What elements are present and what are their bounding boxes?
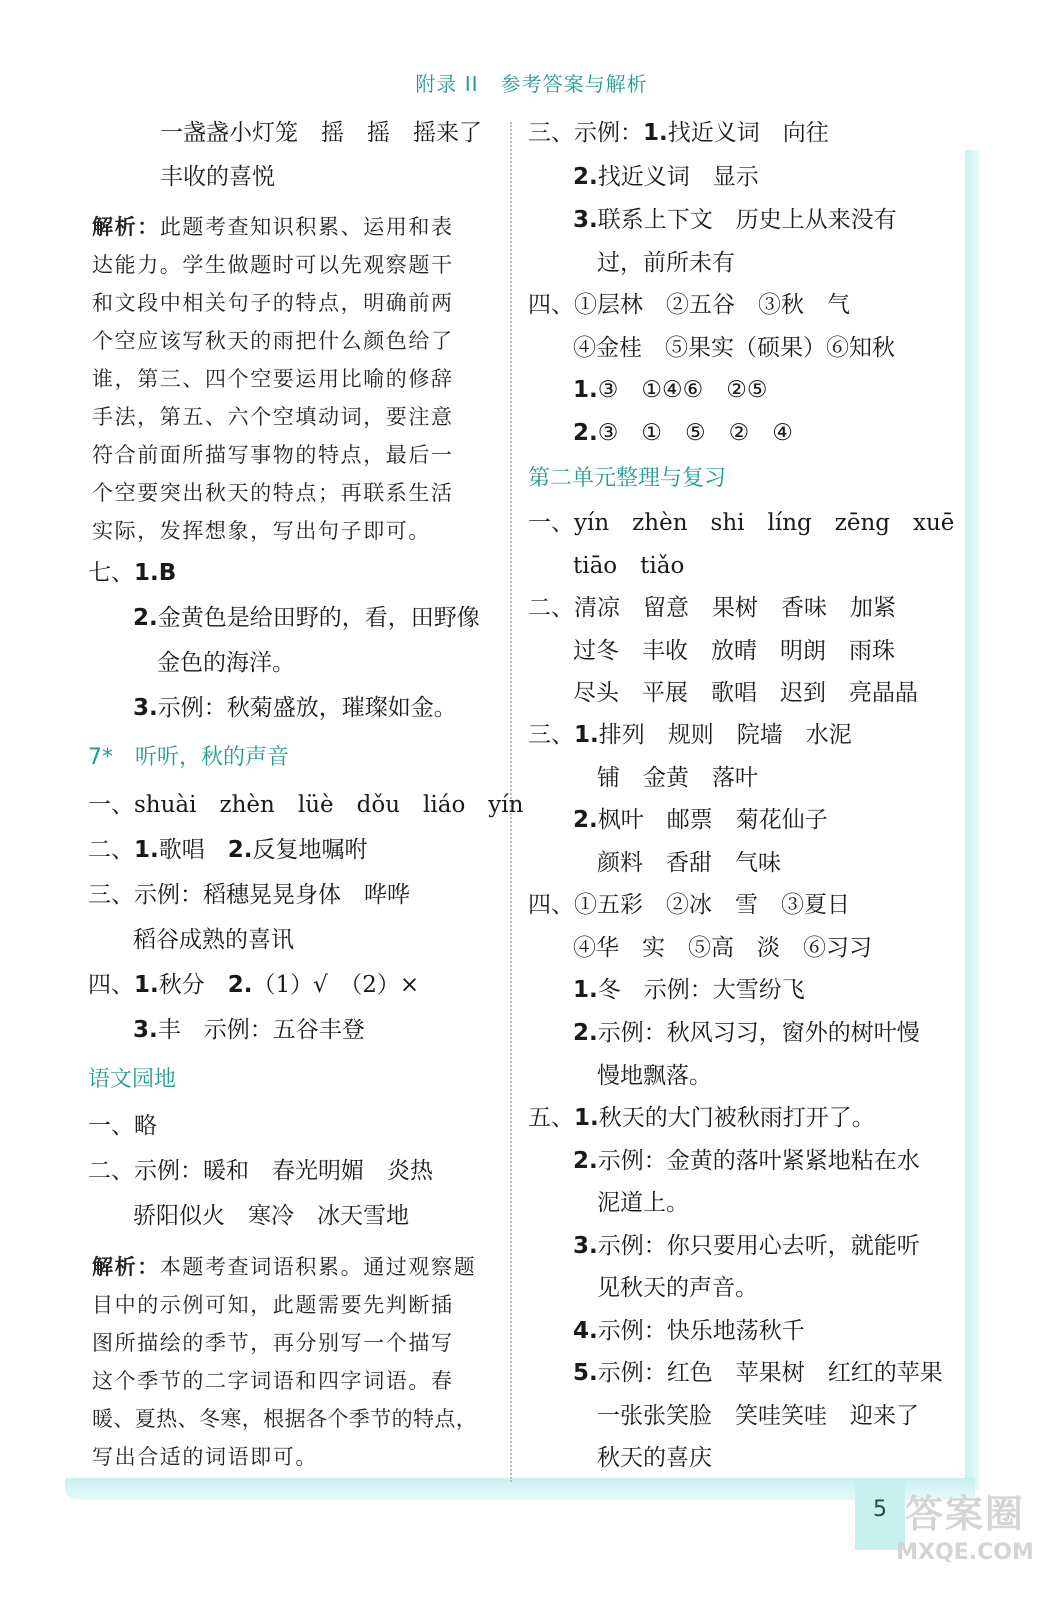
answer-line: 一张张笑脸 笑哇笑哇 迎来了 xyxy=(597,1403,919,1429)
answer-line xyxy=(573,1146,920,1176)
item-number: 1. xyxy=(574,1105,599,1131)
answer-line: 过，前所未有 xyxy=(597,250,735,276)
explanation-line xyxy=(92,1252,476,1282)
item-number: 2. xyxy=(573,1148,598,1174)
answer-line: 骄阳似火 寒冷 冰天雪地 xyxy=(133,1203,409,1229)
item-number: 1. xyxy=(573,977,598,1003)
answer-text: 枫叶 邮票 菊花仙子 xyxy=(597,807,828,833)
answer-text: 示例：你只要用心去听，就能听 xyxy=(597,1233,920,1259)
answer-text: 丰 示例：五谷丰登 xyxy=(157,1017,365,1043)
item-number: 1. xyxy=(643,120,668,146)
explanation-line: 个空应该写秋天的雨把什么颜色给了 xyxy=(92,329,454,353)
answer-line xyxy=(573,1358,943,1388)
explanation-line: 个空要突出秋天的特点；再联系生活 xyxy=(92,481,454,505)
answer-line: 一盏盏小灯笼 摇 摇 摇来了 xyxy=(160,120,482,146)
explanation-label: 解析： xyxy=(92,215,160,239)
answer-text: 秋天的大门被秋雨打开了。 xyxy=(598,1105,875,1131)
answer-line xyxy=(573,205,897,235)
answer-line: ④华 实 ⑤高 淡 ⑥习习 xyxy=(573,935,872,961)
item-number: 1. xyxy=(134,837,159,863)
explanation-line: 谁，第三、四个空要运用比喻的修辞 xyxy=(92,367,454,391)
answer-line xyxy=(573,418,793,448)
explanation-line: 目中的示例可知，此题需要先判断插 xyxy=(92,1293,454,1317)
answer-line xyxy=(88,558,176,588)
item-number: 3. xyxy=(133,695,158,721)
section-heading: 语文园地 xyxy=(88,1067,177,1092)
answer-line: ④金桂 ⑤果实（硕果）⑥知秋 xyxy=(573,335,895,361)
question-prefix: 二、 xyxy=(88,837,134,863)
answer-line: 尽头 平展 歌唱 迟到 亮晶晶 xyxy=(573,680,918,706)
item-number: 1. xyxy=(574,722,599,748)
explanation-text: 本题考查词语积累。通过观察题 xyxy=(159,1255,477,1279)
watermark-url: MXQE.COM xyxy=(896,1540,1034,1565)
lesson-heading: 7* 听听，秋的声音 xyxy=(88,745,289,770)
item-number: 2. xyxy=(573,1020,598,1046)
unit-heading: 第二单元整理与复习 xyxy=(528,466,727,491)
answer-text: 找近义词 显示 xyxy=(597,164,759,190)
answer-line: 三、示例：稻穗晃晃身体 哗哗 xyxy=(88,882,410,908)
answer-line xyxy=(573,162,759,192)
answer-text: 排列 规则 院墙 水泥 xyxy=(598,722,852,748)
explanation-line: 手法，第五、六个空填动词，要注意 xyxy=(92,405,454,429)
item-number: 3. xyxy=(573,1233,598,1259)
decorative-side-band xyxy=(965,150,979,1490)
explanation-line: 暖、夏热、冬寒，根据各个季节的特点， xyxy=(92,1407,478,1431)
answer-text: 金黄色是给田野的，看，田野像 xyxy=(157,605,480,631)
item-number: 2. xyxy=(227,972,253,998)
page-number: 5 xyxy=(855,1480,905,1550)
answer-line xyxy=(528,720,852,750)
item-number: 2. xyxy=(573,807,598,833)
header-title: 参考答案与解析 xyxy=(500,72,648,96)
answer-text: 示例：秋风习习，窗外的树叶慢 xyxy=(597,1020,920,1046)
explanation-line: 实际，发挥想象，写出句子即可。 xyxy=(92,519,431,543)
explanation-line: 写出合适的词语即可。 xyxy=(92,1445,318,1469)
item-number: 1. xyxy=(134,560,159,586)
question-prefix: 三、 xyxy=(528,722,574,748)
answer-line: 金色的海洋。 xyxy=(157,650,295,676)
answer-text: 示例：红色 苹果树 红红的苹果 xyxy=(597,1360,943,1386)
item-number: 5. xyxy=(573,1360,598,1386)
answer-line: 过冬 丰收 放晴 明朗 雨珠 xyxy=(573,638,895,664)
explanation-line xyxy=(92,212,454,242)
question-prefix: 四、 xyxy=(88,972,134,998)
answer-text: 反复地嘱咐 xyxy=(252,837,368,863)
explanation-text: 此题考查知识积累、运用和表 xyxy=(159,215,454,239)
explanation-line: 这个季节的二字词语和四字词语。春 xyxy=(92,1369,454,1393)
question-prefix: 五、 xyxy=(528,1105,574,1131)
answer-text: 秋分 xyxy=(158,972,205,998)
answer-line: 见秋天的声音。 xyxy=(597,1275,758,1301)
answer-text: B xyxy=(158,560,177,586)
answer-text: ③ ①④⑥ ②⑤ xyxy=(597,377,768,403)
item-number: 3. xyxy=(573,207,598,233)
answer-line: 二、示例：暖和 春光明媚 炎热 xyxy=(88,1158,433,1184)
item-number: 3. xyxy=(133,1017,158,1043)
answer-line xyxy=(573,1316,805,1346)
answer-line: 铺 金黄 落叶 xyxy=(597,765,758,791)
item-number: 2. xyxy=(133,605,158,631)
answer-line: 二、清凉 留意 果树 香味 加紧 xyxy=(528,595,896,621)
answer-line xyxy=(133,603,480,633)
answer-text: 示例：金黄的落叶紧紧地粘在水 xyxy=(597,1148,920,1174)
watermark-logo xyxy=(870,1490,1060,1590)
answer-text: 示例：快乐地荡秋千 xyxy=(597,1318,805,1344)
answer-line: tiāo tiǎo xyxy=(573,553,685,579)
answer-line: 四、①层林 ②五谷 ③秋 气 xyxy=(528,292,850,318)
question-prefix: 七、 xyxy=(88,560,134,586)
header-appendix: 附录 II xyxy=(415,72,479,96)
answer-line xyxy=(573,1018,920,1048)
question-prefix: 三、示例： xyxy=(528,120,643,146)
answer-line: 四、①五彩 ②冰 雪 ③夏日 xyxy=(528,892,850,918)
answer-line: 泥道上。 xyxy=(597,1190,689,1216)
answer-line xyxy=(573,1231,920,1261)
answer-line xyxy=(133,693,457,723)
answer-line: 一、yín zhèn shi líng zēng xuē xyxy=(528,510,955,536)
answer-line: 颜料 香甜 气味 xyxy=(597,850,781,876)
answer-text: （1）√ （2）× xyxy=(252,972,420,998)
answer-line xyxy=(528,1103,875,1133)
answer-text: 找近义词 向往 xyxy=(667,120,829,146)
item-number: 4. xyxy=(573,1318,598,1344)
answer-text: 联系上下文 历史上从来没有 xyxy=(597,207,897,233)
answer-line: 稻谷成熟的喜讯 xyxy=(133,927,294,953)
answer-line xyxy=(573,975,805,1005)
answer-line xyxy=(528,118,829,148)
answer-line xyxy=(88,970,419,1000)
item-number: 2. xyxy=(227,837,253,863)
answer-line xyxy=(88,835,368,865)
item-number: 1. xyxy=(573,377,598,403)
explanation-line: 图所描绘的季节，再分别写一个描写 xyxy=(92,1331,454,1355)
answer-text: ③ ① ⑤ ② ④ xyxy=(597,420,793,446)
item-number: 2. xyxy=(573,164,598,190)
explanation-label: 解析： xyxy=(92,1255,160,1279)
answer-line: 慢地飘落。 xyxy=(597,1063,712,1089)
answer-text: 冬 示例：大雪纷飞 xyxy=(597,977,805,1003)
item-number: 2. xyxy=(573,420,598,446)
answer-line xyxy=(133,1015,365,1045)
watermark-main: 答案圈 xyxy=(904,1492,1025,1536)
answer-line: 秋天的喜庆 xyxy=(597,1445,712,1471)
explanation-line: 和文段中相关句子的特点，明确前两 xyxy=(92,291,454,315)
answer-text: 示例：秋菊盛放，璀璨如金。 xyxy=(157,695,457,721)
item-number: 1. xyxy=(134,972,159,998)
explanation-line: 达能力。学生做题时可以先观察题干 xyxy=(92,253,454,277)
decorative-bottom-band xyxy=(65,1478,975,1500)
answer-text: 歌唱 xyxy=(158,837,205,863)
answer-line: 一、shuài zhèn lüè dǒu liáo yín xyxy=(88,792,524,818)
answer-line xyxy=(573,375,767,405)
explanation-line: 符合前面所描写事物的特点，最后一 xyxy=(92,443,454,467)
answer-line xyxy=(573,805,828,835)
page-header xyxy=(0,68,1063,97)
answer-line: 一、略 xyxy=(88,1113,157,1139)
answer-line: 丰收的喜悦 xyxy=(160,164,275,190)
